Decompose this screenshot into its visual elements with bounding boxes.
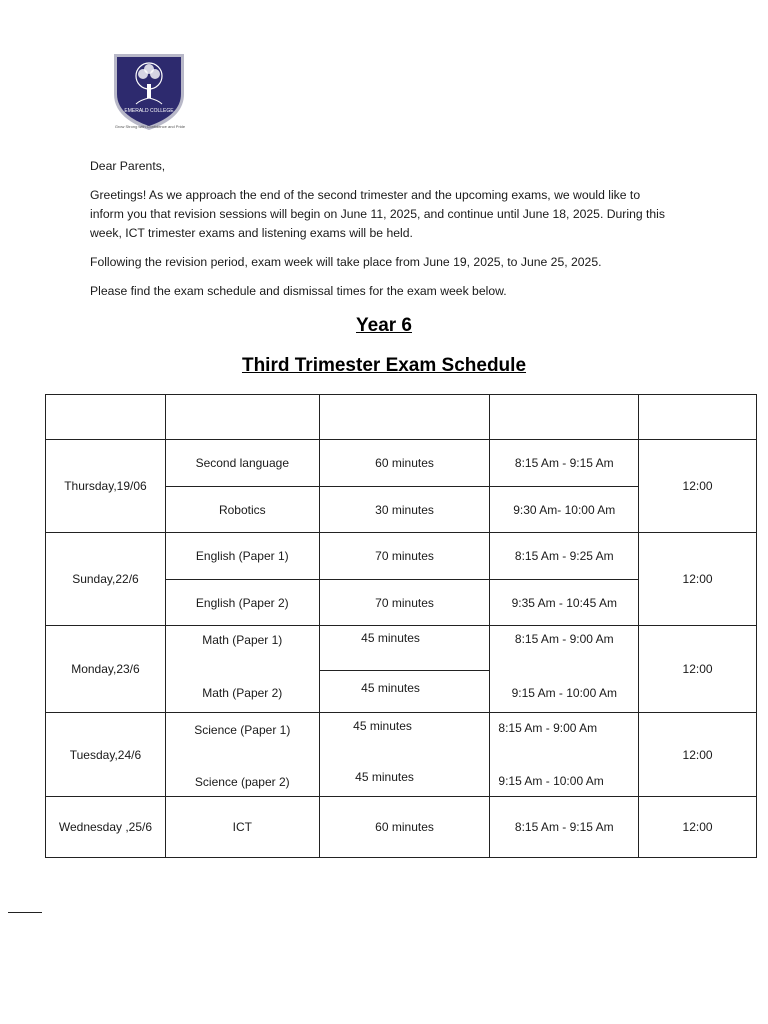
subject-text: Math (Paper 2) [202,686,283,700]
duration-cell: 30 minutes [319,487,490,533]
duration-cell: 60 minutes [319,797,490,858]
subject-cell: English (Paper 1) [165,533,319,580]
dismissal-cell: 12:00 [639,626,757,713]
header-cell [319,395,490,440]
day-cell: Sunday,22/6 [46,533,166,626]
day-cell: Wednesday ,25/6 [46,797,166,858]
header-cell [46,395,166,440]
header-cell [165,395,319,440]
duration-cell [319,626,490,671]
duration-cell [319,755,490,797]
letter-body [90,157,670,311]
logo-tagline: Grow Strong with Confidence and Pride [114,124,186,129]
subject-cell [165,671,319,713]
time-cell: 9:30 Am- 10:00 Am [490,487,639,533]
time-cell: 9:35 Am - 10:45 Am [490,580,639,626]
table-row [46,533,757,580]
subject-text: Math (Paper 1) [202,633,283,647]
subject-cell [165,626,319,671]
time-cell: 8:15 Am - 9:00 Am [490,713,639,755]
duration-cell: 70 minutes [319,580,490,626]
dismissal-cell: 12:00 [639,713,757,797]
salutation: Dear Parents, [90,159,166,173]
time-cell: 9:15 Am - 10:00 Am [490,755,639,797]
logo-name-text: EMERALD COLLEGE [124,108,174,114]
letter-paragraph-3: Please find the exam schedule and dismissal times for the exam week below. [90,284,507,298]
header-cell [639,395,757,440]
duration-cell [319,713,490,755]
duration-cell: 70 minutes [319,533,490,580]
subject-cell: Robotics [165,487,319,533]
table-row [46,713,757,755]
time-cell: 8:15 Am - 9:25 Am [490,533,639,580]
school-crest-logo [110,50,188,132]
dismissal-cell: 12:00 [639,797,757,858]
subject-cell: Science (Paper 1) [165,713,319,755]
dismissal-cell: 12:00 [639,533,757,626]
subject-cell: ICT [165,797,319,858]
duration-text: 45 minutes [361,681,420,695]
subject-cell: English (Paper 2) [165,580,319,626]
header-cell [490,395,639,440]
letter-paragraph-1: Greetings! As we approach the end of the second trimester and the upcoming exams, we would like to inform you that revision sessions will begin on June 11, 2025, and continue until June 18, 2025. During this week, ICT trimester exams and listening exams will be held. [90,188,665,240]
exam-schedule-table [45,394,757,858]
duration-cell: 60 minutes [319,440,490,487]
time-cell: 9:15 Am - 10:00 Am [490,671,639,713]
duration-text: 45 minutes [355,770,414,784]
year-heading: Year 6 [356,315,412,336]
table-row [46,626,757,671]
table-header-row [46,395,757,440]
duration-cell [319,671,490,713]
duration-text: 45 minutes [361,631,420,645]
day-cell: Tuesday,24/6 [46,713,166,797]
schedule-title: Third Trimester Exam Schedule [241,355,527,376]
footer-rule [8,912,42,913]
table-row [46,797,757,858]
dismissal-cell: 12:00 [639,440,757,533]
duration-text: 45 minutes [353,719,412,733]
time-cell: 8:15 Am - 9:15 Am [490,440,639,487]
time-cell: 8:15 Am - 9:15 Am [490,797,639,858]
subject-cell: Science (paper 2) [165,755,319,797]
time-cell: 8:15 Am - 9:00 Am [490,626,639,671]
day-cell: Thursday,19/06 [46,440,166,533]
table-row [46,440,757,487]
day-cell: Monday,23/6 [46,626,166,713]
letter-paragraph-2: Following the revision period, exam week will take place from June 19, 2025, to June 25, 2025. [90,255,602,269]
subject-cell: Second language [165,440,319,487]
